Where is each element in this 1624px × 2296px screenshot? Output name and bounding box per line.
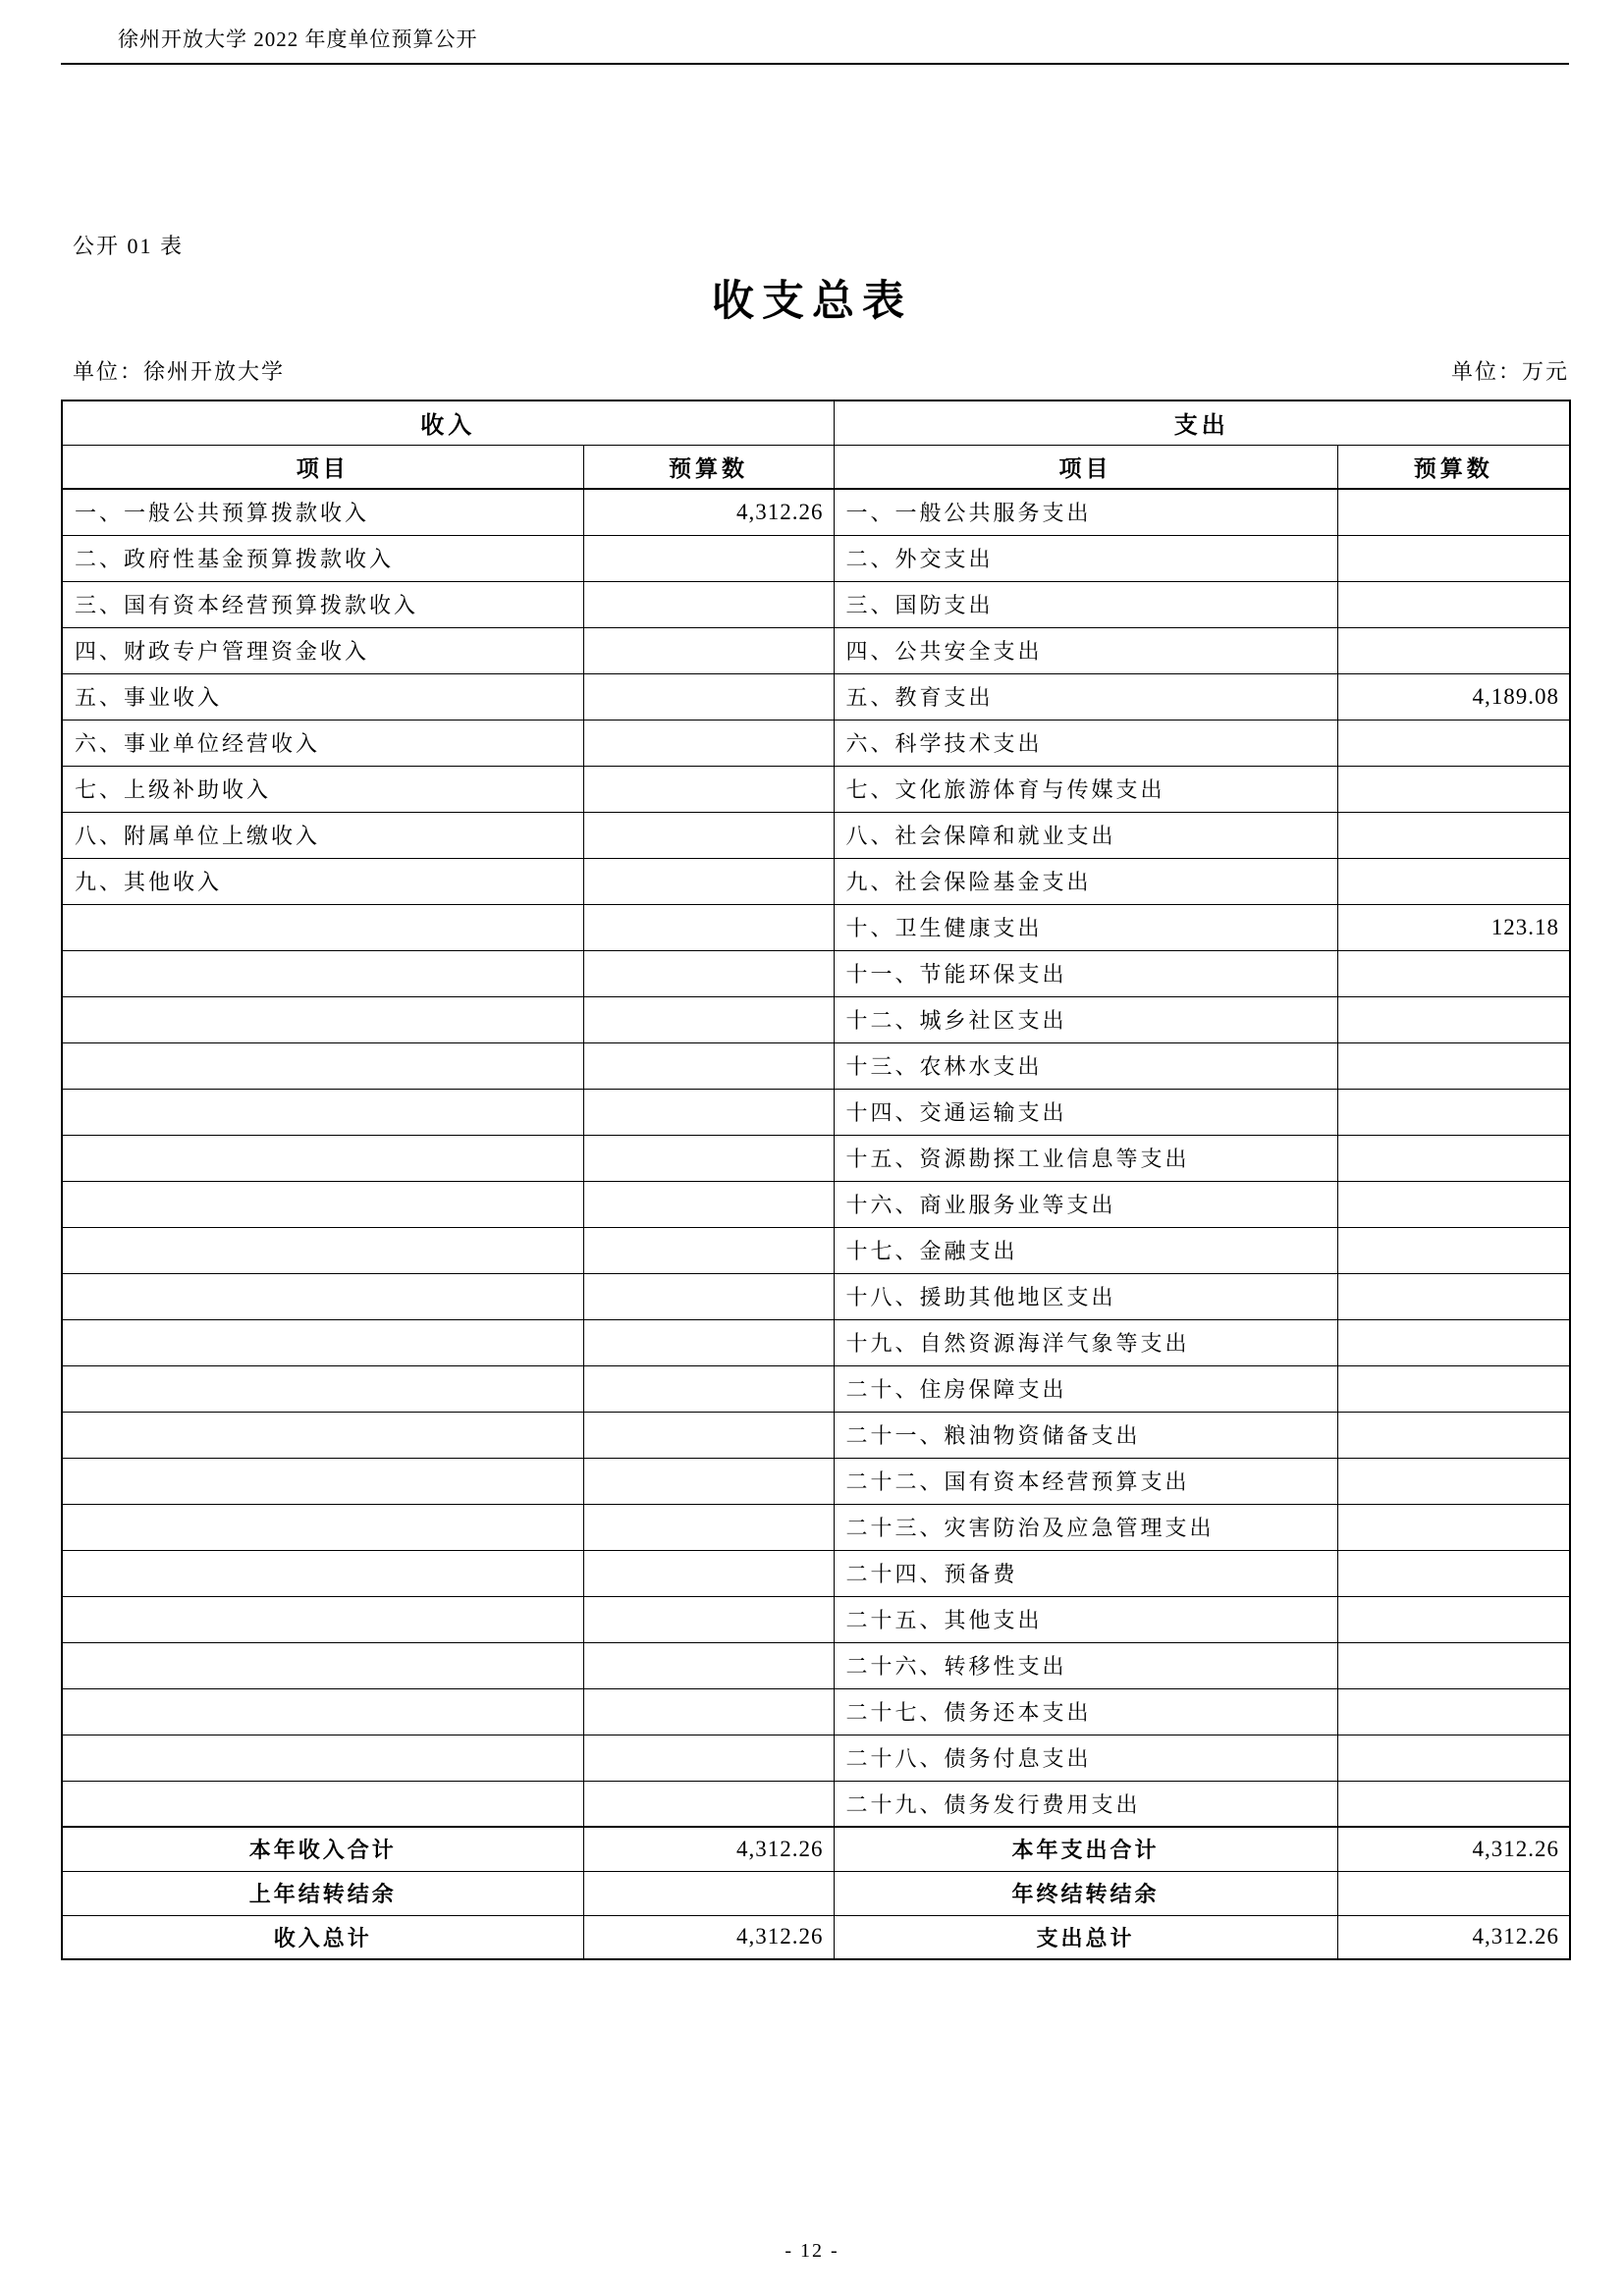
income-item-cell: [62, 1735, 583, 1781]
expense-value-cell: [1337, 1458, 1570, 1504]
expense-item-cell: 二十一、粮油物资储备支出: [834, 1412, 1337, 1458]
income-value-cell: [583, 720, 834, 766]
income-value-cell: [583, 858, 834, 904]
table-row: [62, 1089, 1570, 1135]
table-row: [62, 1504, 1570, 1550]
section-header-row: [62, 400, 1570, 445]
expense-item-cell: 十四、交通运输支出: [834, 1089, 1337, 1135]
expense-item-cell: 二十四、预备费: [834, 1550, 1337, 1596]
income-value-cell: [583, 1781, 834, 1827]
income-value-cell: [583, 1735, 834, 1781]
income-item-cell: [62, 1273, 583, 1319]
table-row: [62, 1227, 1570, 1273]
income-item-cell: [62, 1319, 583, 1365]
income-item-cell: [62, 950, 583, 996]
table-row: [62, 1735, 1570, 1781]
expense-value-cell: [1337, 1781, 1570, 1827]
unit-name-label: 单位：徐州开放大学: [73, 359, 286, 384]
table-row: [62, 1412, 1570, 1458]
income-item-cell: [62, 1781, 583, 1827]
expense-item-column-header: 项目: [834, 445, 1337, 489]
expense-value-cell: [1337, 1135, 1570, 1181]
expense-item-cell: 二十二、国有资本经营预算支出: [834, 1458, 1337, 1504]
expense-value-cell: 123.18: [1337, 904, 1570, 950]
table-row: [62, 581, 1570, 627]
header-rule: [61, 63, 1569, 65]
expense-item-cell: 十二、城乡社区支出: [834, 996, 1337, 1042]
income-value-cell: [583, 950, 834, 996]
income-value-cell: [583, 904, 834, 950]
income-value-cell: [583, 996, 834, 1042]
income-value-cell: [583, 673, 834, 720]
income-value-cell: [583, 766, 834, 812]
expense-item-cell: 二十八、债务付息支出: [834, 1735, 1337, 1781]
expense-item-cell: 九、社会保险基金支出: [834, 858, 1337, 904]
expense-value-cell: 4,312.26: [1337, 1827, 1570, 1871]
income-item-cell: [62, 1089, 583, 1135]
expense-item-cell: 二十六、转移性支出: [834, 1642, 1337, 1688]
expense-value-cell: 4,312.26: [1337, 1915, 1570, 1959]
income-value-cell: [583, 1319, 834, 1365]
document-header: 徐州开放大学 2022 年度单位预算公开: [118, 27, 478, 51]
income-item-cell: 四、财政专户管理资金收入: [62, 627, 583, 673]
income-item-cell: [62, 1642, 583, 1688]
expense-value-cell: [1337, 1319, 1570, 1365]
table-row: [62, 1827, 1570, 1871]
expense-value-cell: [1337, 1089, 1570, 1135]
expense-item-cell: 二十五、其他支出: [834, 1596, 1337, 1642]
income-value-cell: [583, 1273, 834, 1319]
income-value-cell: [583, 1550, 834, 1596]
income-value-cell: [583, 812, 834, 858]
table-row: [62, 627, 1570, 673]
expense-value-cell: [1337, 1227, 1570, 1273]
income-budget-column-header: 预算数: [583, 445, 834, 489]
income-value-cell: [583, 1596, 834, 1642]
expense-value-cell: [1337, 812, 1570, 858]
table-row: [62, 1273, 1570, 1319]
table-row: [62, 1781, 1570, 1827]
income-item-cell: [62, 1135, 583, 1181]
income-item-cell: [62, 996, 583, 1042]
income-value-cell: [583, 1412, 834, 1458]
income-value-cell: [583, 1135, 834, 1181]
table-row: [62, 1915, 1570, 1959]
income-value-cell: [583, 1227, 834, 1273]
expense-item-cell: 六、科学技术支出: [834, 720, 1337, 766]
income-item-cell: 九、其他收入: [62, 858, 583, 904]
expense-item-cell: 五、教育支出: [834, 673, 1337, 720]
expense-value-cell: [1337, 1596, 1570, 1642]
expense-value-cell: [1337, 1181, 1570, 1227]
income-item-cell: [62, 1365, 583, 1412]
expense-item-cell: 十七、金融支出: [834, 1227, 1337, 1273]
table-row: [62, 1458, 1570, 1504]
expense-item-cell: 十一、节能环保支出: [834, 950, 1337, 996]
income-item-cell: 七、上级补助收入: [62, 766, 583, 812]
income-item-cell: [62, 1688, 583, 1735]
income-value-cell: [583, 1504, 834, 1550]
income-item-cell: 本年收入合计: [62, 1827, 583, 1871]
table-row: [62, 1181, 1570, 1227]
expense-value-cell: [1337, 766, 1570, 812]
page-number: - 12 -: [785, 2240, 839, 2262]
table-row: [62, 1319, 1570, 1365]
table-row: [62, 1135, 1570, 1181]
table-code-label: 公开 01 表: [73, 234, 185, 258]
expense-item-cell: 三、国防支出: [834, 581, 1337, 627]
table-row: [62, 1871, 1570, 1915]
expense-value-cell: [1337, 950, 1570, 996]
expense-item-cell: 二十、住房保障支出: [834, 1365, 1337, 1412]
income-value-cell: [583, 1089, 834, 1135]
expense-item-cell: 十九、自然资源海洋气象等支出: [834, 1319, 1337, 1365]
income-item-cell: 上年结转结余: [62, 1871, 583, 1915]
table-row: [62, 1365, 1570, 1412]
table-row: [62, 858, 1570, 904]
income-item-cell: [62, 1412, 583, 1458]
income-item-cell: 六、事业单位经营收入: [62, 720, 583, 766]
expense-section-header: 支出: [834, 400, 1570, 445]
table-row: [62, 812, 1570, 858]
expense-value-cell: [1337, 1365, 1570, 1412]
income-item-cell: 一、一般公共预算拨款收入: [62, 489, 583, 535]
table-row: [62, 766, 1570, 812]
table-body: [62, 489, 1570, 1959]
income-value-cell: 4,312.26: [583, 1827, 834, 1871]
budget-summary-table: [61, 400, 1571, 1960]
income-item-cell: [62, 904, 583, 950]
expense-item-cell: 二十三、灾害防治及应急管理支出: [834, 1504, 1337, 1550]
expense-item-cell: 四、公共安全支出: [834, 627, 1337, 673]
table-row: [62, 535, 1570, 581]
expense-value-cell: [1337, 1688, 1570, 1735]
income-value-cell: [583, 1458, 834, 1504]
expense-value-cell: [1337, 535, 1570, 581]
expense-value-cell: [1337, 1273, 1570, 1319]
income-item-cell: 二、政府性基金预算拨款收入: [62, 535, 583, 581]
income-item-cell: [62, 1227, 583, 1273]
income-item-cell: [62, 1458, 583, 1504]
page-title: 收支总表: [712, 278, 912, 325]
expense-value-cell: [1337, 858, 1570, 904]
expense-item-cell: 支出总计: [834, 1915, 1337, 1959]
expense-item-cell: 十、卫生健康支出: [834, 904, 1337, 950]
expense-value-cell: [1337, 1642, 1570, 1688]
income-item-column-header: 项目: [62, 445, 583, 489]
table-row: [62, 904, 1570, 950]
expense-item-cell: 十六、商业服务业等支出: [834, 1181, 1337, 1227]
expense-item-cell: 二十七、债务还本支出: [834, 1688, 1337, 1735]
income-item-cell: 五、事业收入: [62, 673, 583, 720]
table-row: [62, 1042, 1570, 1089]
income-value-cell: [583, 535, 834, 581]
income-value-cell: [583, 1871, 834, 1915]
expense-item-cell: 本年支出合计: [834, 1827, 1337, 1871]
income-value-cell: [583, 1365, 834, 1412]
income-item-cell: [62, 1550, 583, 1596]
income-item-cell: 三、国有资本经营预算拨款收入: [62, 581, 583, 627]
table-row: [62, 673, 1570, 720]
expense-value-cell: [1337, 720, 1570, 766]
expense-item-cell: 十八、援助其他地区支出: [834, 1273, 1337, 1319]
expense-item-cell: 十五、资源勘探工业信息等支出: [834, 1135, 1337, 1181]
expense-item-cell: 二十九、债务发行费用支出: [834, 1781, 1337, 1827]
expense-value-cell: [1337, 1735, 1570, 1781]
income-value-cell: 4,312.26: [583, 1915, 834, 1959]
expense-value-cell: [1337, 996, 1570, 1042]
expense-value-cell: [1337, 1504, 1570, 1550]
expense-value-cell: [1337, 1871, 1570, 1915]
expense-value-cell: [1337, 581, 1570, 627]
expense-value-cell: [1337, 1412, 1570, 1458]
table-row: [62, 1550, 1570, 1596]
expense-item-cell: 七、文化旅游体育与传媒支出: [834, 766, 1337, 812]
expense-item-cell: 十三、农林水支出: [834, 1042, 1337, 1089]
income-item-cell: 八、附属单位上缴收入: [62, 812, 583, 858]
income-value-cell: 4,312.26: [583, 489, 834, 535]
expense-value-cell: [1337, 1042, 1570, 1089]
expense-value-cell: [1337, 489, 1570, 535]
table-row: [62, 996, 1570, 1042]
expense-item-cell: 一、一般公共服务支出: [834, 489, 1337, 535]
unit-scale-label: 单位：万元: [1450, 359, 1569, 384]
unit-row: [73, 355, 1569, 386]
column-header-row: [62, 445, 1570, 489]
table-row: [62, 1688, 1570, 1735]
income-value-cell: [583, 627, 834, 673]
table-row: [62, 489, 1570, 535]
income-value-cell: [583, 1181, 834, 1227]
table-row: [62, 1642, 1570, 1688]
expense-item-cell: 八、社会保障和就业支出: [834, 812, 1337, 858]
table-row: [62, 720, 1570, 766]
income-value-cell: [583, 1688, 834, 1735]
expense-value-cell: [1337, 627, 1570, 673]
income-item-cell: [62, 1596, 583, 1642]
table-row: [62, 950, 1570, 996]
table-row: [62, 1596, 1570, 1642]
expense-value-cell: 4,189.08: [1337, 673, 1570, 720]
expense-item-cell: 年终结转结余: [834, 1871, 1337, 1915]
income-item-cell: [62, 1181, 583, 1227]
income-item-cell: [62, 1042, 583, 1089]
income-value-cell: [583, 581, 834, 627]
income-item-cell: 收入总计: [62, 1915, 583, 1959]
income-value-cell: [583, 1042, 834, 1089]
expense-budget-column-header: 预算数: [1337, 445, 1570, 489]
income-value-cell: [583, 1642, 834, 1688]
income-section-header: 收入: [62, 400, 834, 445]
income-item-cell: [62, 1504, 583, 1550]
expense-value-cell: [1337, 1550, 1570, 1596]
expense-item-cell: 二、外交支出: [834, 535, 1337, 581]
